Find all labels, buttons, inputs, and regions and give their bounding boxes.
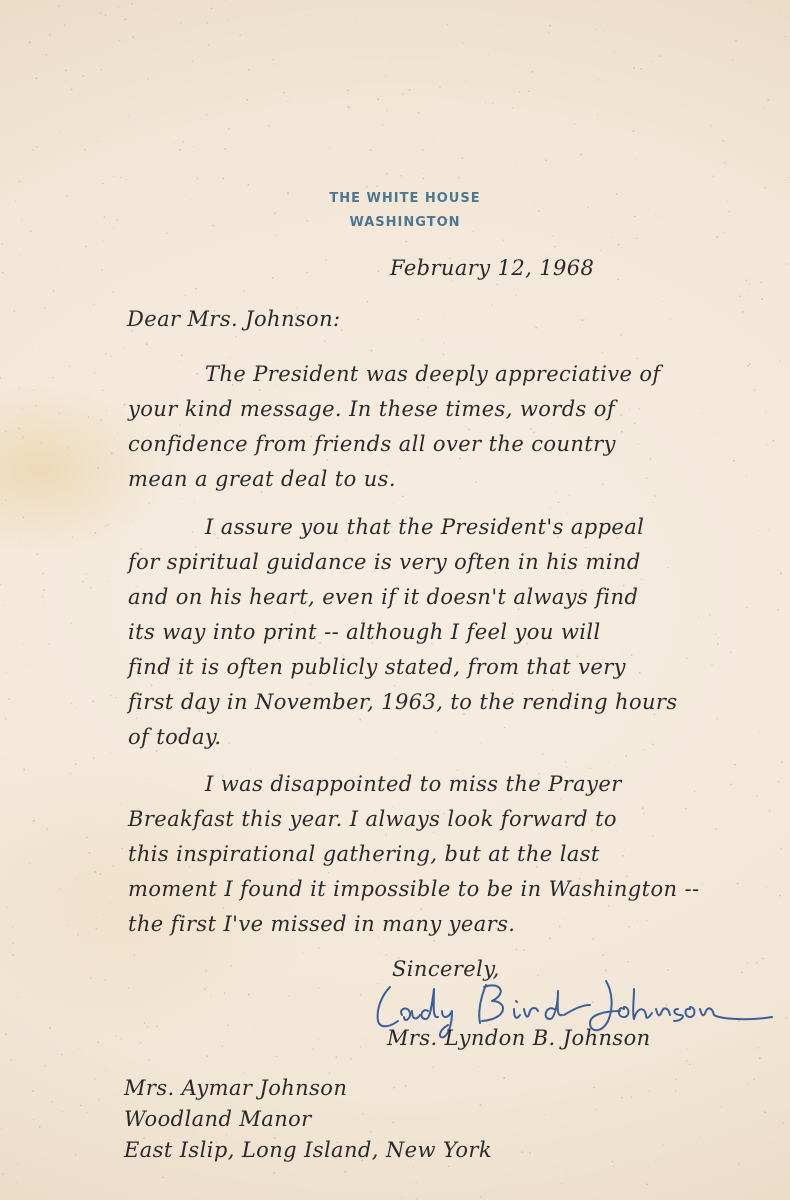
letterhead-line-2: WASHINGTON	[349, 215, 461, 230]
paragraph-3-line: this inspirational gathering, but at the last	[128, 842, 600, 866]
paragraph-2-line: and on his heart, even if it doesn't always find	[128, 585, 639, 609]
paragraph-3-line: moment I found it impossible to be in Washington --	[128, 877, 700, 901]
letter-date: February 12, 1968	[390, 256, 595, 280]
paragraph-1-line: The President was deeply appreciative of	[205, 362, 661, 386]
paragraph-2	[128, 510, 678, 755]
paragraph-1-line: your kind message. In these times, words of	[128, 397, 616, 421]
paragraph-2-line: first day in November, 1963, to the rending hours	[128, 690, 678, 714]
recipient-location: East Islip, Long Island, New York	[124, 1138, 492, 1162]
paragraph-3	[128, 767, 700, 942]
paragraph-3-line: I was disappointed to miss the Prayer	[205, 772, 622, 796]
letterhead	[0, 187, 790, 235]
salutation: Dear Mrs. Johnson:	[127, 307, 341, 331]
paragraph-1-line: confidence from friends all over the country	[128, 432, 616, 456]
printed-name: Mrs. Lyndon B. Johnson	[387, 1026, 651, 1050]
paragraph-2-line: find it is often publicly stated, from that very	[128, 655, 626, 679]
recipient-estate: Woodland Manor	[124, 1107, 312, 1131]
paragraph-2-line: for spiritual guidance is very often in his mind	[128, 550, 641, 574]
letterhead-line-1: THE WHITE HOUSE	[329, 191, 481, 206]
paragraph-2-line: I assure you that the President's appeal	[205, 515, 645, 539]
paragraph-2-line: of today.	[128, 725, 222, 749]
paragraph-3-line: Breakfast this year. I always look forward to	[128, 807, 617, 831]
paragraph-3-line: the first I've missed in many years.	[128, 912, 516, 936]
recipient-address	[124, 1073, 492, 1166]
paragraph-1-line: mean a great deal to us.	[128, 467, 396, 491]
paragraph-2-line: its way into print -- although I feel you will	[128, 620, 601, 644]
recipient-name: Mrs. Aymar Johnson	[124, 1076, 348, 1100]
closing: Sincerely,	[392, 957, 500, 981]
paragraph-1	[128, 357, 661, 497]
